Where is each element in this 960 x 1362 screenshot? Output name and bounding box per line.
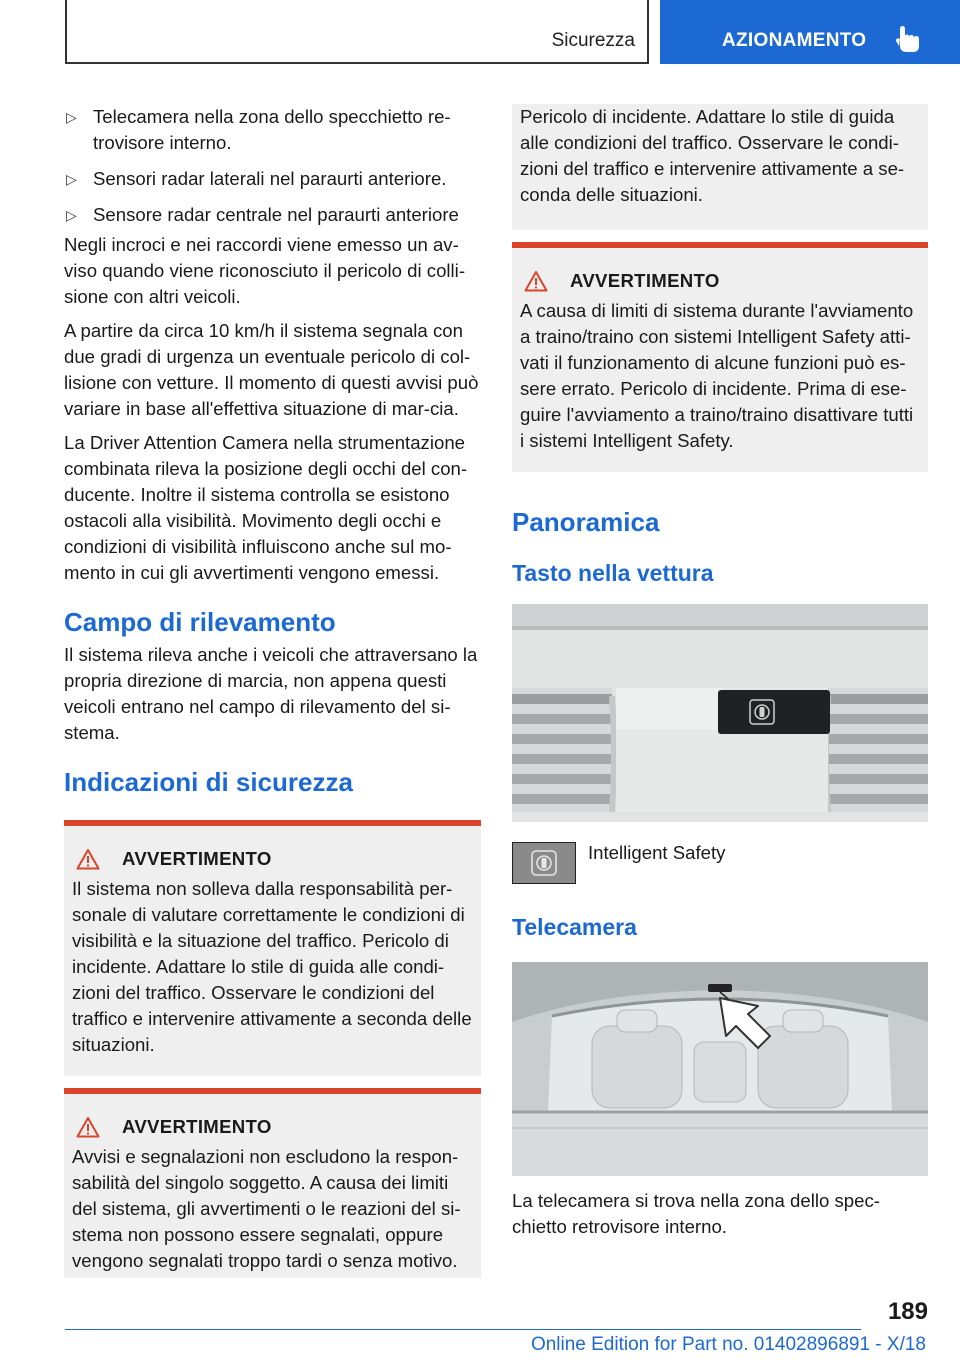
chapter-tab-label: AZIONAMENTO [722,30,867,51]
warning-box [64,1088,481,1278]
paragraph: Il sistema rileva anche i veicoli che attraversano la propria direzione di marcia, non appena questi veicoli entrano nel campo di rilevamento del si-stema. [64,644,478,743]
button-legend-row [512,842,928,884]
hand-pointer-icon [895,24,921,54]
heading-indicazioni-di-sicurezza: Indicazioni di sicurezza [64,767,353,797]
warning-title: AVVERTIMENTO [122,1116,272,1137]
paragraph: A partire da circa 10 km/h il sistema segnala con due gradi di urgenza un eventuale pericolo di col-lisione con vetture. Il momento di questi avvisi può variare in base all'effettiva situazione di mar-cia. [64,320,479,419]
paragraph: La Driver Attention Camera nella strumentazione combinata rileva la posizione degli occhi del con-ducente. Inoltre il sistema controlla se esistono ostacoli alla visibilità. Movimento degli occhi e condizioni di visibilità influiscono anche sul mo-mento in cui gli avvertimenti vengono emessi. [64,432,468,583]
heading-tasto-nella-vettura: Tasto nella vettura [512,560,714,586]
warning-triangle-icon [76,848,100,870]
footer-divider [65,1329,861,1330]
paragraph: Negli incroci e nei raccordi viene emesso un av-viso quando viene riconosciuto il pericolo di colli-sione con altri veicoli. [64,234,466,307]
warning-text: Avvisi e segnalazioni non escludono la respon-sabilità del singolo soggetto. A causa dei limiti del sistema, gli avvertimenti o le reazioni del si-stema non possono essere segnalati, oppure vengono segnalati troppo tardi o senza motivo. [72,1146,461,1271]
intelligent-safety-icon [531,850,557,876]
page-number: 189 [887,1298,928,1325]
triangle-bullet-icon: ▷ [66,207,77,223]
left-column [64,104,481,1278]
header-section-box [65,0,649,64]
list-item: ▷ Telecamera nella zona dello specchietto re-trovisore interno. [66,106,451,153]
warning-title: AVVERTIMENTO [122,848,272,869]
list-item: ▷ Sensori radar laterali nel paraurti anteriore. [64,166,481,192]
heading-panoramica: Panoramica [512,507,660,537]
warning-box-continued [512,104,928,230]
warning-text: A causa di limiti di sistema durante l'avviamento a traino/traino con sistemi Intelligent Safety atti-vati il funzionamento di alcune funzioni può es-sere errato. Pericolo di incidente. Prima di ese-guire l'avviamento a traino/traino disattivare tutti i sistemi Intelligent Safety. [520,300,914,451]
triangle-bullet-icon: ▷ [66,171,77,187]
warning-title: AVVERTIMENTO [570,270,720,291]
heading-telecamera: Telecamera [512,914,637,940]
air-vent-left [512,688,612,812]
section-title: Sicurezza [551,30,635,51]
dashboard-button-figure [512,604,928,822]
button-label: Intelligent Safety [588,842,726,863]
figure-caption: La telecamera si trova nella zona dello spec-chietto retrovisore interno. [512,1190,880,1237]
list-item: ▷ Sensore radar centrale nel paraurti anteriore [64,202,481,228]
warning-triangle-icon [524,270,548,292]
warning-text: Pericolo di incidente. Adattare lo stile di guida alle condizioni del traffico. Osservare le condi-zioni del traffico e intervenire attivamente a se-conda delle situazioni. [520,106,905,205]
right-column [512,104,928,1248]
air-vent-right [828,688,928,812]
warning-box [512,242,928,472]
triangle-bullet-icon: ▷ [66,109,77,125]
warning-box [64,820,481,1076]
chapter-tab[interactable] [660,0,960,64]
heading-campo-di-rilevamento: Campo di rilevamento [64,607,336,637]
warning-text: Il sistema non solleva dalla responsabilità per-sonale di valutare correttamente le condizioni di visibilità e la situazione del traffico. Pericolo di incidente. Adattare lo stile di guida alle condi-zioni del traffico. Osservare le condizioni del traffico e intervenire attivamente a seconda delle situazioni. [72,878,472,1055]
rear-view-camera-figure [512,962,928,1176]
intelligent-safety-button-thumb [512,842,576,884]
warning-triangle-icon [76,1116,100,1138]
footer-edition: Online Edition for Part no. 01402896891 - X/18 [530,1334,926,1355]
